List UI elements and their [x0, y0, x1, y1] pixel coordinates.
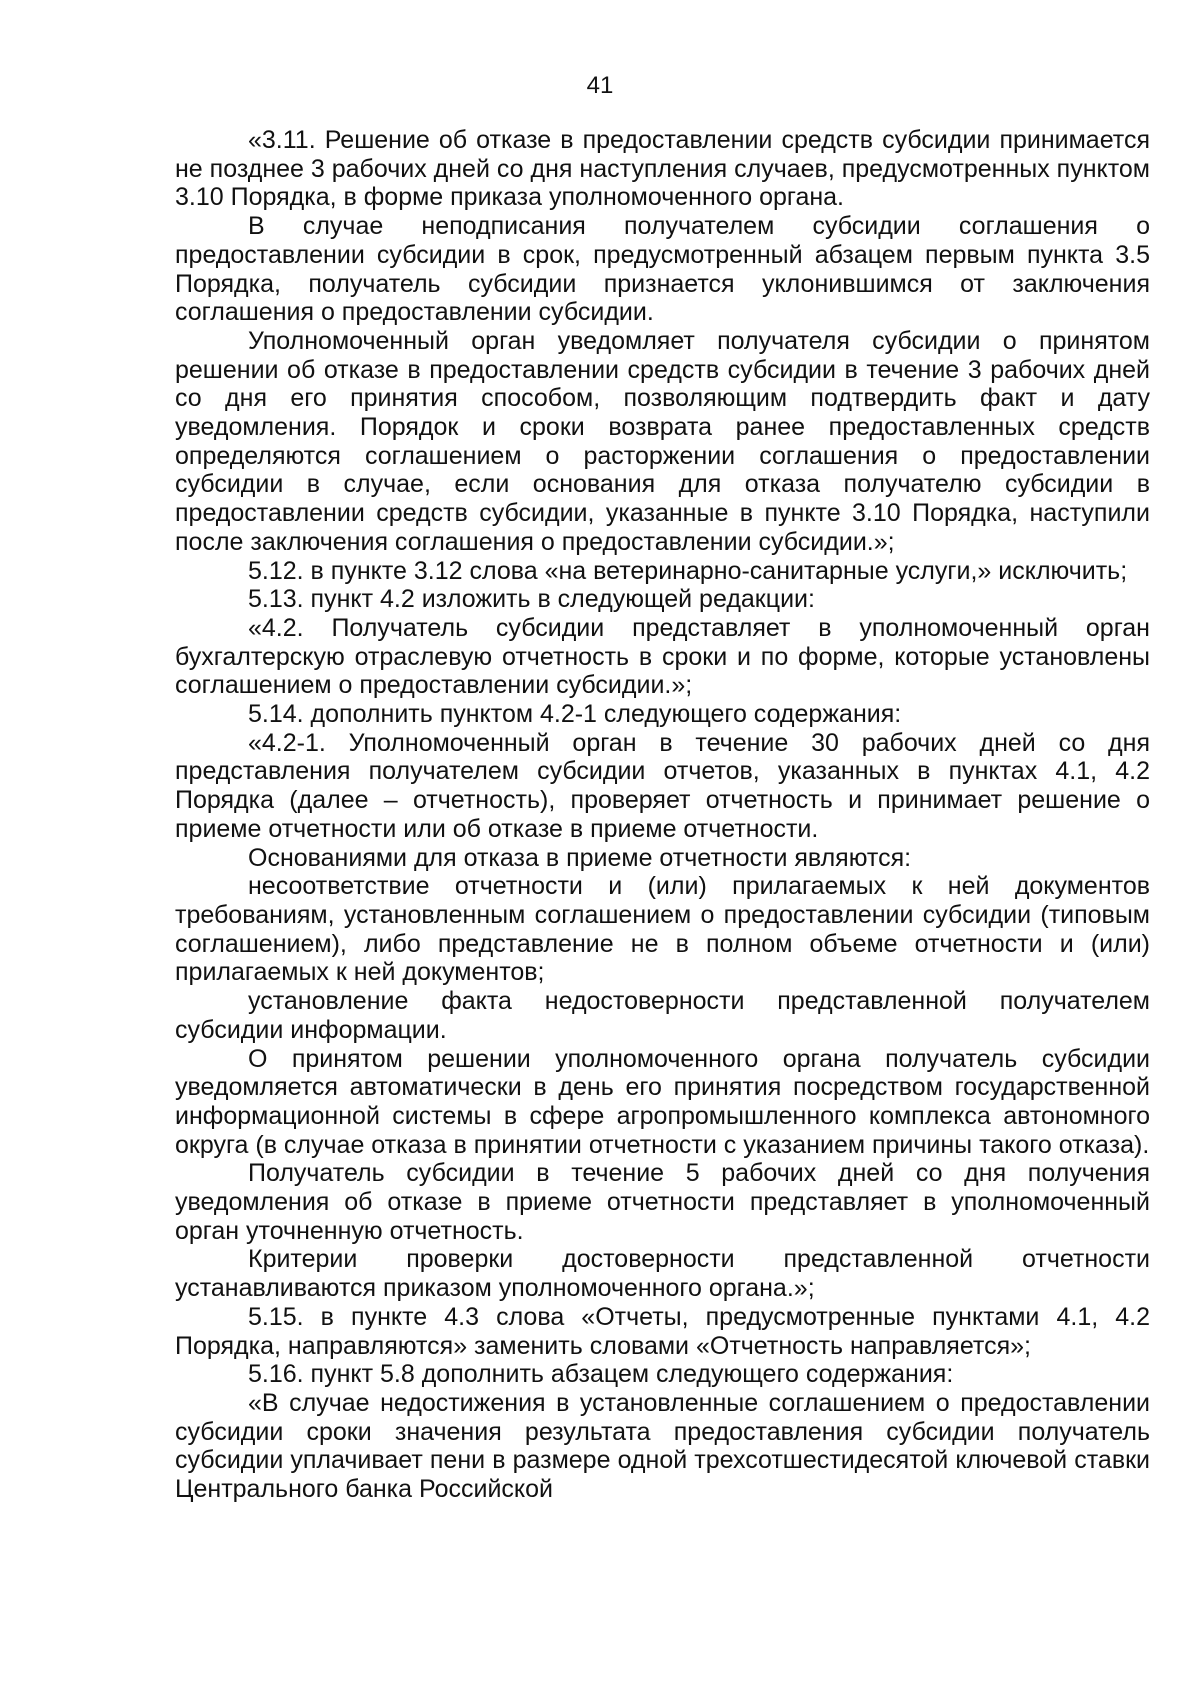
paragraph-3-11: «3.11. Решение об отказе в предоставлении средств субсидии принимается не позднее 3 рабочих дней со дня наступления случаев, предусмотренных пунктом 3.10 Порядка, в форме приказа уполномоченного органа. [175, 126, 1150, 212]
paragraph-penalty: «В случае недостижения в установленные соглашением о предоставлении субсидии сроки значения результата предоставления субсидии получатель субсидии уплачивает пени в размере одной трехсотшестидесятой ключевой ставки Центрального банка Российской [175, 1388, 1150, 1504]
paragraph-notification: Уполномоченный орган уведомляет получателя субсидии о принятом решении об отказе в предоставлении средств субсидии в течение 3 рабочих дней со дня его принятия способом, позволяющим подтвердить факт и дату уведомления. Порядок и сроки возврата ранее предоставленных средств определяются соглашением о расторжении соглашения о предоставлении субсидии в случае, если основания для отказа получателю субсидии в предоставлении средств субсидии, указанные в пункте 3.10 Порядка, наступили после заключения соглашения о предоставлении субсидии.»; [175, 326, 1150, 556]
paragraph-decision-notice: О принятом решении уполномоченного органа получатель субсидии уведомляется автоматически в день его принятия посредством государственной информационной системы в сфере агропромышленного комплекса автономного округа (в случае отказа в принятии отчетности с указанием причины такого отказа). [175, 1044, 1150, 1159]
paragraph-non-compliance: несоответствие отчетности и (или) прилагаемых к ней документов требованиям, установленным соглашением о предоставлении субсидии (типовым соглашением), либо представление не в полном объеме отчетности и (или) прилагаемых к ней документов; [175, 872, 1150, 987]
paragraph-5-12: 5.12. в пункте 3.12 слова «на ветеринарно-санитарные услуги,» исключить; [248, 556, 1128, 585]
paragraph-5-15: 5.15. в пункте 4.3 слова «Отчеты, предусмотренные пунктами 4.1, 4.2 Порядка, направляются» заменить словами «Отчетность направляется»; [175, 1302, 1150, 1360]
document-body [175, 126, 1150, 1504]
paragraph-non-signing: В случае неподписания получателем субсидии соглашения о предоставлении субсидии в срок, предусмотренный абзацем первым пункта 3.5 Порядка, получатель субсидии признается уклонившимся от заключения соглашения о предоставлении субсидии. [175, 212, 1150, 327]
paragraph-5-16: 5.16. пункт 5.8 дополнить абзацем следующего содержания: [248, 1360, 954, 1389]
paragraph-4-2-1: «4.2-1. Уполномоченный орган в течение 30 рабочих дней со дня представления получателем субсидии отчетов, указанных в пунктах 4.1, 4.2 Порядка (далее – отчетность), проверяет отчетность и принимает решение о приеме отчетности или об отказе в приеме отчетности. [175, 728, 1150, 843]
page-number: 41 [586, 72, 614, 99]
paragraph-4-2: «4.2. Получатель субсидии представляет в уполномоченный орган бухгалтерскую отраслевую отчетность в сроки и по форме, которые установлены соглашением о предоставлении субсидии.»; [175, 613, 1150, 700]
paragraph-grounds: Основаниями для отказа в приеме отчетности являются: [248, 843, 912, 872]
paragraph-corrected-reporting: Получатель субсидии в течение 5 рабочих дней со дня получения уведомления об отказе в приеме отчетности представляет в уполномоченный орган уточненную отчетность. [175, 1159, 1150, 1245]
paragraph-criteria: Критерии проверки достоверности представленной отчетности устанавливаются приказом уполномоченного органа.»; [175, 1245, 1150, 1303]
paragraph-5-13: 5.13. пункт 4.2 изложить в следующей редакции: [248, 585, 815, 614]
paragraph-5-14: 5.14. дополнить пунктом 4.2-1 следующего содержания: [248, 700, 902, 729]
paragraph-unreliability: установление факта недостоверности представленной получателем субсидии информации. [175, 987, 1150, 1044]
